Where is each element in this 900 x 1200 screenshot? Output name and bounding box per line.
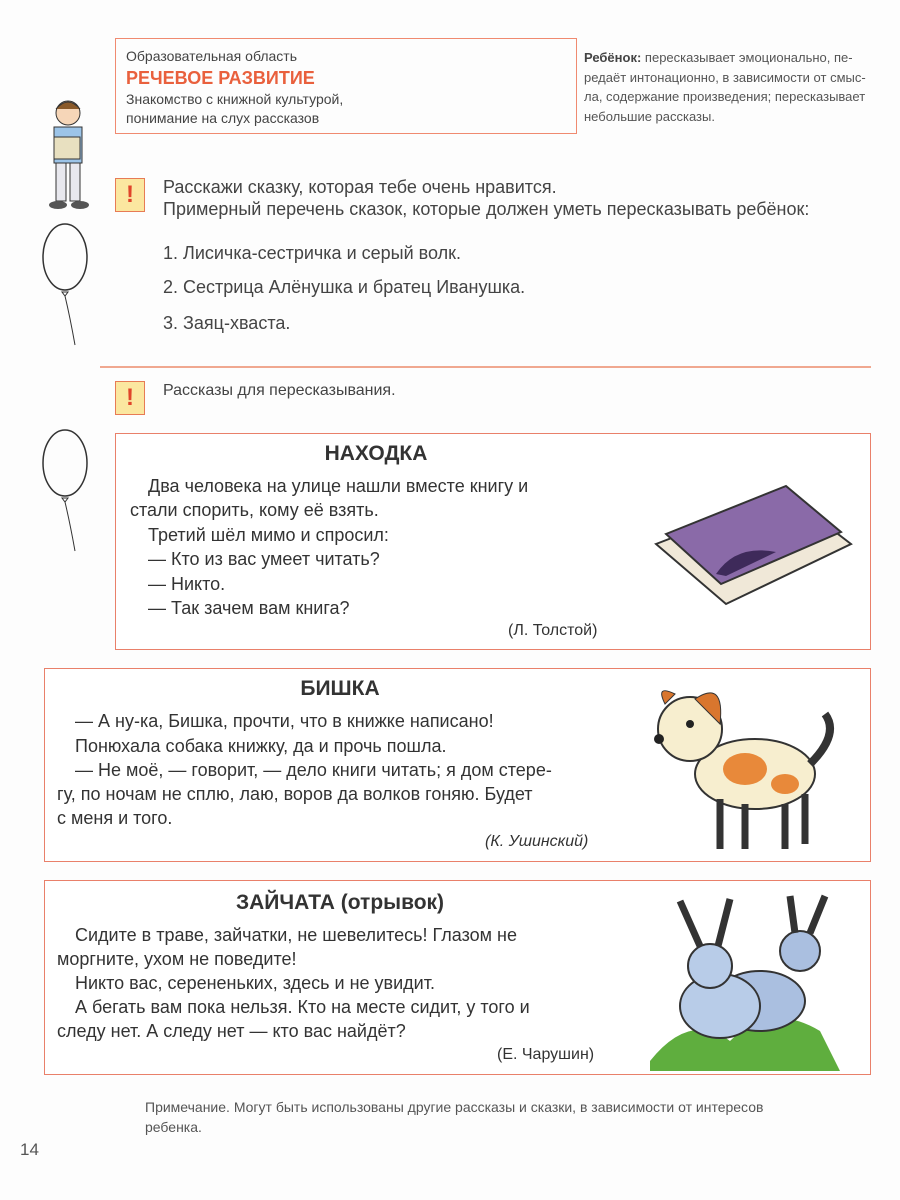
child-text-2: редаёт интонационно, в зависимости от смыс- (584, 69, 866, 85)
education-area-box (115, 38, 577, 134)
attention-icon: ! (115, 381, 145, 415)
child-text-4: небольшие рассказы. (584, 108, 715, 124)
task-line-1: Расскажи сказку, которая тебе очень нравится. (163, 177, 557, 197)
divider (100, 366, 871, 368)
story-line: Два человека на улице нашли вместе книгу и (148, 476, 529, 496)
task-line-2: Примерный перечень сказок, которые должен уметь пересказывать ребёнок: (163, 199, 810, 219)
area-sub-1: Знакомство с книжной культурой, (126, 91, 344, 107)
note (145, 1097, 870, 1137)
story-line: гу, по ночам не сплю, лаю, воров да волков гоняю. Будет (57, 784, 533, 804)
story-title: ЗАЙЧАТА (отрывок) (235, 891, 445, 914)
list-item: 1. Лисичка-сестричка и серый волк. (163, 243, 461, 263)
story-line: — А ну-ка, Бишка, прочти, что в книжке написано! (75, 711, 494, 731)
story-box-nakhodka (115, 433, 871, 650)
task-text (163, 176, 809, 220)
story-line: — Так зачем вам книга? (148, 598, 350, 618)
story-author: (Е. Чарушин) (497, 1046, 595, 1063)
balloon-icon (40, 428, 90, 553)
balloon-icon (40, 222, 90, 347)
story-title: НАХОДКА (324, 442, 428, 465)
hares-illustration (650, 891, 850, 1071)
dog-illustration (635, 674, 845, 859)
child-text-3: ла, содержание произведения; пересказывает (584, 89, 866, 104)
story-author: (Л. Толстой) (508, 622, 598, 639)
story-line: моргните, ухом не поведите! (57, 949, 297, 969)
note-line-2: ребенка. (145, 1119, 202, 1135)
story-line: стали спорить, кому её взять. (130, 500, 379, 520)
story-box-zaichata (44, 880, 871, 1075)
page-number: 14 (20, 1140, 39, 1159)
area-title: РЕЧЕВОЕ РАЗВИТИЕ (126, 68, 315, 88)
story-line: Понюхала собака книжку, да и прочь пошла. (75, 736, 447, 756)
task-text: Рассказы для пересказывания. (163, 382, 396, 399)
story-line: — Кто из вас умеет читать? (148, 549, 380, 569)
story-line: с меня и того. (57, 808, 173, 828)
child-outcome (584, 48, 874, 126)
boy-with-books-icon (40, 95, 100, 215)
attention-icon: ! (115, 178, 145, 212)
list-item: 3. Заяц-хваста. (163, 313, 291, 333)
story-line: Третий шёл мимо и спросил: (148, 525, 389, 545)
story-line: следу нет. А следу нет — кто вас найдёт? (57, 1021, 406, 1041)
note-line-1: Примечание. Могут быть использованы другие рассказы и сказки, в зависимости от интересов (145, 1099, 764, 1115)
child-text-1: пересказывает эмоционально, пе- (644, 50, 853, 65)
book-illustration (636, 474, 856, 614)
area-sub-2: понимание на слух рассказов (126, 110, 320, 126)
child-label: Ребёнок: (584, 50, 642, 65)
list-item: 2. Сестрица Алёнушка и братец Иванушка. (163, 277, 526, 297)
story-line: — Не моё, — говорит, — дело книги читать; я дом стере- (75, 760, 552, 780)
story-line: Сидите в траве, зайчатки, не шевелитесь! Глазом не (75, 925, 517, 945)
story-title: БИШКА (300, 677, 380, 700)
story-author: (К. Ушинский) (485, 833, 589, 850)
story-line: А бегать вам пока нельзя. Кто на месте сидит, у того и (75, 997, 530, 1017)
story-line: — Никто. (148, 574, 226, 594)
story-box-bishka (44, 668, 871, 862)
story-line: Никто вас, серененьких, здесь и не увидит. (75, 973, 435, 993)
area-label: Образовательная область (126, 48, 297, 64)
